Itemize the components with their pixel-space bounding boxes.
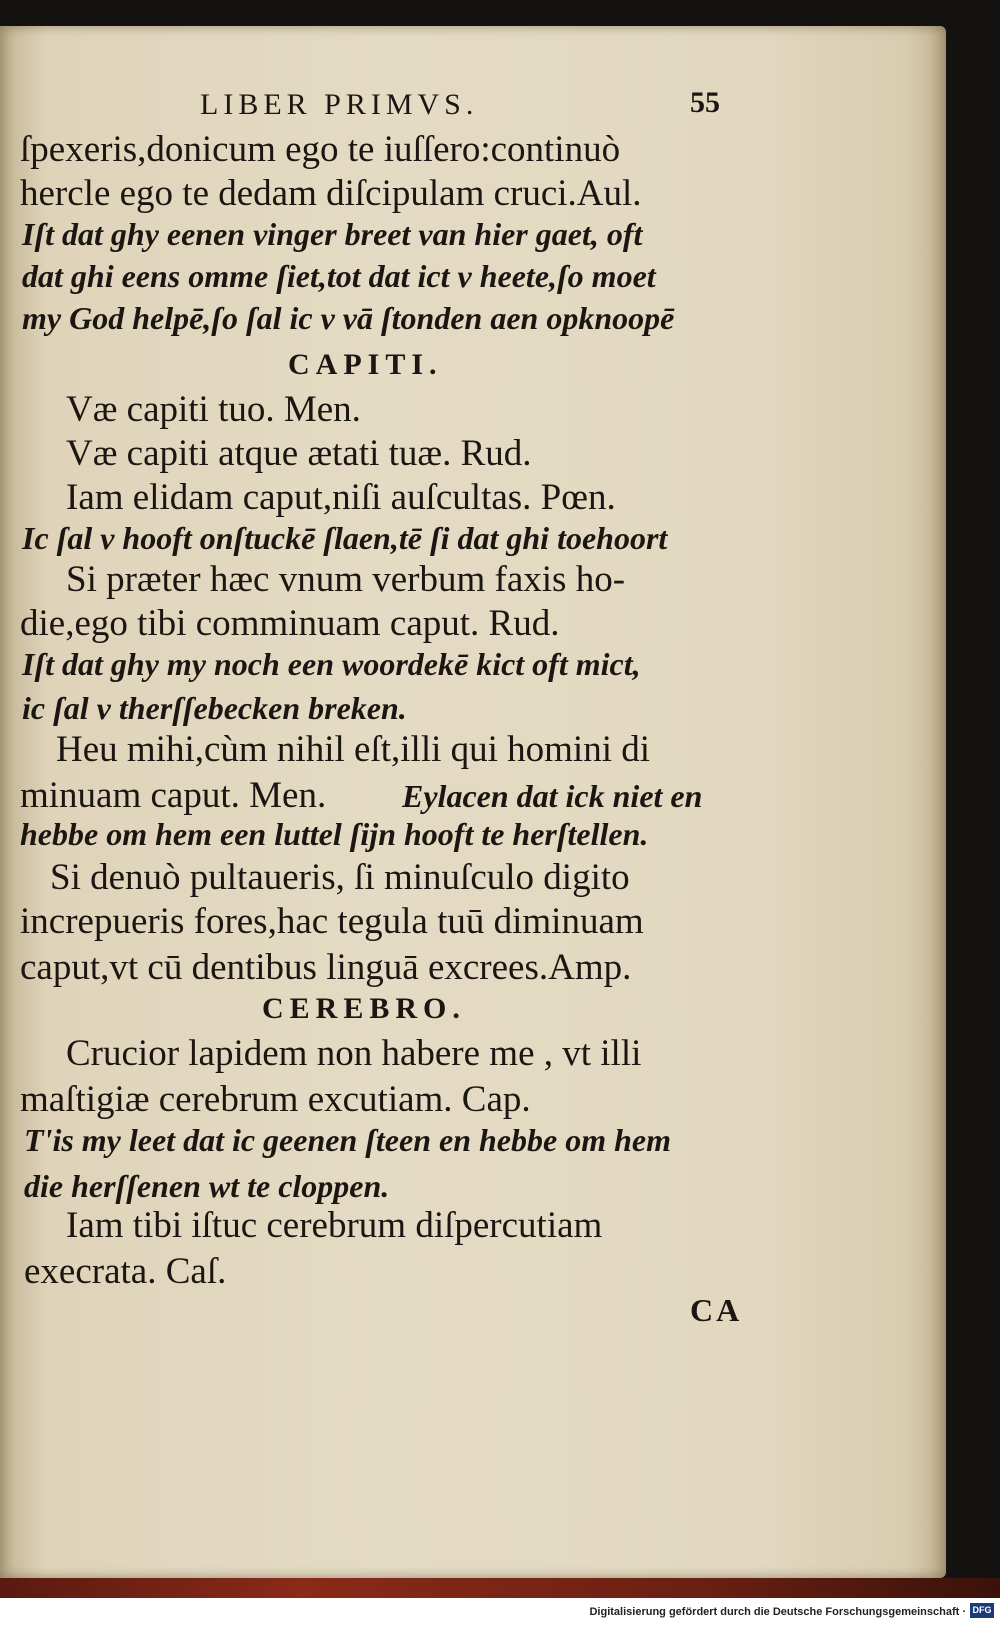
dfg-logo: DFG [970, 1603, 994, 1618]
text-line: Eylacen dat ick niet en [402, 778, 703, 814]
section-heading: CEREBRO. [262, 992, 466, 1025]
text-line: ic ſal v therſſebecken breken. [22, 690, 407, 726]
footer-bar [0, 1598, 1000, 1628]
page-number: 55 [690, 86, 720, 119]
text-line: hercle ego te dedam diſcipulam cruci.Aul. [20, 173, 642, 214]
text-line: die herſſenen wt te cloppen. [24, 1168, 390, 1204]
text-line: execrata. Caſ. [24, 1251, 227, 1292]
text-line: hebbe om hem een luttel ſijn hooft te herſtellen. [20, 816, 649, 852]
digitization-credit: Digitalisierung gefördert durch die Deutsche Forschungsgemeinschaft · [589, 1606, 966, 1618]
text-line: Iam elidam caput,niſi auſcultas. Pœn. [66, 477, 616, 518]
text-line: Iſt dat ghy eenen vinger breet van hier gaet, oft [22, 216, 643, 252]
text-line: maſtigiæ cerebrum excutiam. Cap. [20, 1079, 531, 1120]
text-line: Crucior lapidem non habere me , vt illi [66, 1033, 642, 1074]
text-line: Iam tibi iſtuc cerebrum diſpercutiam [66, 1205, 603, 1246]
text-line: ſpexeris,donicum ego te iuſſero:continuò [20, 129, 621, 170]
text-line: Iſt dat ghy my noch een woordekē kict oft mict, [22, 646, 641, 682]
text-line: Si præter hæc vnum verbum faxis ho- [66, 559, 626, 600]
text-line: increpueris fores,hac tegula tuū diminuam [20, 901, 644, 942]
page-edge-strip [0, 1578, 1000, 1598]
text-line: caput,vt cū dentibus linguā excrees.Amp. [20, 947, 632, 988]
text-line: T'is my leet dat ic geenen ſteen en hebbe om hem [24, 1122, 671, 1158]
text-line: minuam caput. Men. [20, 775, 327, 816]
text-line: Heu mihi,cùm nihil eſt,illi qui homini di [56, 729, 651, 770]
text-line: dat ghi eens omme ſiet,tot dat ict v heete,ſo moet [22, 258, 656, 294]
text-line: Væ capiti tuo. Men. [66, 389, 361, 430]
text-line: my God helpē,ſo ſal ic v vā ſtonden aen opknoopē [22, 300, 675, 336]
text-line: Ic ſal v hooft onſtuckē ſlaen,tē ſi dat ghi toehoort [22, 520, 668, 556]
text-line: Si denuò pultaueris, ſi minuſculo digito [50, 857, 630, 898]
running-title: LIBER PRIMVS. [200, 88, 479, 121]
text-line: Væ capiti atque ætati tuæ. Rud. [66, 433, 532, 474]
catchword: CA [690, 1292, 743, 1328]
section-heading: CAPITI. [288, 348, 443, 381]
text-line: die,ego tibi comminuam caput. Rud. [20, 603, 560, 644]
